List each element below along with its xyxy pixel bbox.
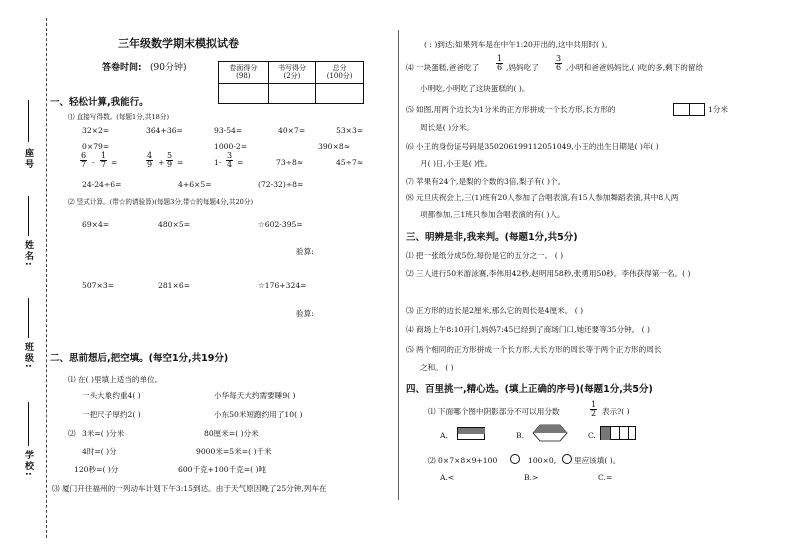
s4-q2-part-c: 里应该填( )。 — [574, 456, 621, 465]
q5-line2: 周长是( )分米。 — [420, 123, 474, 132]
fraction-four-ninths: $\frac{4}{9}$ — [147, 151, 153, 169]
conversion-item: 120秒=( )分 — [74, 465, 119, 474]
fraction-five-ninths: $\frac{5}{9}$ — [167, 151, 173, 169]
q5-text: ⑸ 如图,用两个边长为1分米的正方形拼成一个长方形,长方形的 — [406, 105, 616, 114]
fraction-one-seventh: $\frac{1}{7}$ — [101, 151, 107, 169]
option-c-divider — [610, 427, 611, 440]
option-a-label: A. — [440, 431, 448, 440]
calc-item: (72-32)÷8= — [258, 180, 304, 189]
calc-item: 0×79= — [82, 142, 110, 151]
s4-q1-part-b: 表示?( ) — [602, 407, 630, 416]
true-false-item: ⑷ 商场上午8:10开门,妈妈7:45已经到了商场门口,她还要等35分钟。 ( ) — [406, 325, 651, 334]
q4-part-b: ,妈妈吃了 — [506, 63, 539, 72]
unit-blank-item: 一把尺子厚约2( ) — [82, 410, 141, 419]
section1-q2-heading: ⑵ 竖式计算。(带☆的请验算)(每题3分,带☆的每题4分,共20分) — [68, 198, 254, 206]
margin-name-label: 姓名: — [23, 240, 33, 268]
choice-option: A.< — [440, 473, 455, 482]
score-table — [218, 61, 364, 104]
section2-heading: 二、思前想后,把空填。(每空1分,共19分) — [50, 353, 229, 364]
score-header-paper: 卷面得分 (98) — [219, 62, 269, 84]
option-b-trapezoid-shape[interactable] — [532, 424, 568, 442]
q7-text: ⑺ 苹果有24个,是梨的个数的3倍,梨子有( )个。 — [406, 177, 566, 186]
equals-sign: = — [111, 158, 118, 167]
section2-q2-label: ⑵ — [68, 429, 76, 438]
section1-q1-heading: ⑴ 直接写得数。(每题1分,共18分) — [68, 113, 170, 121]
verify-label: 验算: — [296, 309, 314, 318]
vertical-calc-item: 281×6= — [158, 281, 191, 290]
option-c-shaded-part — [601, 427, 610, 440]
conversion-item: 80厘米=( )分米 — [204, 429, 259, 438]
option-c-label: C. — [588, 431, 596, 440]
conversion-item: 4时=( )分 — [82, 447, 117, 456]
fraction-one-half: $\frac{1}{2}$ — [591, 400, 597, 418]
equals-sign: = — [237, 158, 244, 167]
option-b-label: B. — [516, 431, 524, 440]
square-divider — [689, 104, 690, 116]
vertical-calc-item: ☆602-395= — [258, 220, 303, 229]
binding-dashed-line — [46, 18, 47, 538]
option-c-divider — [628, 427, 629, 440]
verify-label: 验算: — [296, 247, 314, 256]
section1-heading: 一、轻松计算,我能行。 — [50, 97, 149, 108]
score-cell-paper[interactable] — [219, 84, 269, 104]
fraction-three-quarters: $\frac{3}{4}$ — [227, 151, 233, 169]
option-c-divider — [619, 427, 620, 440]
q6-text: ⑹ 小王的身份证号码是350206199112051049,小王的出生日期是( )年( ) — [406, 142, 659, 151]
q3-continuation: ( : )到达;如果列车是在中午1:20开出的,这中共用时( )。 — [424, 40, 612, 49]
score-header-total: 总分 (100分) — [316, 62, 364, 84]
time-label: 答卷时间: — [102, 63, 142, 73]
vertical-calc-item: 507×3= — [82, 281, 115, 290]
fraction-six-sevenths: $\frac{6}{7}$ — [81, 151, 87, 169]
margin-school-label: 学校: — [23, 450, 33, 478]
unit-blank-item: 小东50米短跑约用了10( ) — [214, 410, 303, 419]
choice-option: C.= — [598, 473, 613, 482]
score-header-writing: 书写得分 (2分) — [268, 62, 316, 84]
calc-item: 40×7= — [278, 126, 306, 135]
q4-part-c: ,小明和爸爸妈妈比,( )吃的多,剩下的留给 — [566, 63, 704, 72]
column-divider — [398, 30, 399, 500]
option-c-shape[interactable] — [600, 426, 636, 440]
margin-class-label: 班级: — [23, 342, 33, 370]
vertical-calc-item: 480×5= — [158, 220, 191, 229]
calc-item: 4+6×5= — [178, 180, 212, 189]
q6-line2: 月( )日,小王是( )性。 — [420, 159, 493, 168]
exam-title: 三年级数学期末模拟试卷 — [118, 37, 239, 50]
plus-sign: + — [158, 158, 165, 167]
calc-item: 364+36= — [146, 126, 183, 135]
true-false-item: ⑴ 把一张纸分成5份,每份是它的五分之一。 ( ) — [406, 251, 564, 260]
conversion-item: 3米=( )分米 — [82, 429, 125, 438]
q8-line2: 项都参加,三1班只参加合唱表演的有( )人。 — [420, 210, 565, 219]
equals-sign: = — [177, 158, 184, 167]
calc-item: 53×3= — [336, 126, 364, 135]
calc-item: 73÷8≈ — [276, 158, 304, 167]
two-squares-rectangle — [673, 103, 705, 116]
choice-option: B.> — [524, 473, 539, 482]
minus-sign: - — [92, 158, 95, 167]
circle-blank[interactable] — [510, 454, 520, 464]
margin-school-line — [28, 402, 29, 446]
circle-blank[interactable] — [562, 454, 572, 464]
calc-item: 93-54= — [214, 126, 243, 135]
calc-item: 32×2= — [82, 126, 110, 135]
true-false-item: ⑸ 两个相同的正方形拼成一个长方形,大长方形的周长等于两个正方形的周长 — [406, 345, 662, 354]
true-false-item: ⑵ 三人进行50米游泳赛,李伟用42秒,赵明用58秒,张勇用50秒。李伟获得第一名。( ) — [406, 269, 691, 278]
vertical-calc-item: ☆176+324= — [258, 281, 307, 290]
calc-item: 24-24÷6= — [82, 180, 122, 189]
true-false-item: ⑶ 正方形的边长是2厘米,那么它的周长是4厘米。 ( ) — [406, 306, 584, 315]
vertical-calc-item: 69×4= — [82, 220, 110, 229]
fraction-one-sixth: $\frac{1}{6}$ — [497, 54, 503, 72]
section2-q1: ⑴ 在( )里填上适当的单位。 — [68, 375, 163, 384]
one-minus: 1- — [214, 158, 222, 167]
unit-blank-item: 小华每天大约需要睡9( ) — [214, 391, 296, 400]
margin-class-line — [28, 298, 29, 338]
q4-line2: 小明吃,小明吃了这块蛋糕的( )。 — [420, 84, 530, 93]
margin-seat-number-line — [28, 100, 29, 142]
s4-q2-part-b: 100×0, — [528, 456, 557, 465]
score-cell-writing[interactable] — [268, 84, 316, 104]
margin-seat-number-label: 座号 — [23, 148, 33, 170]
score-cell-total[interactable] — [316, 84, 364, 104]
section4-heading: 四、百里挑一,精心选。(填上正确的序号)(每题1分,共5分) — [406, 384, 653, 395]
option-a-shaded-half — [458, 428, 485, 434]
s4-q1-part-a: ⑴ 下面哪个图中阴影部分不可以用分数 — [428, 407, 560, 416]
q8-text: ⑻ 元旦庆祝会上,三(1)班有20人参加了合唱表演,有15人参加舞蹈表演,其中8人两 — [406, 193, 679, 202]
conversion-item: 9000米=5米=( )千米 — [196, 447, 272, 456]
q5-unit-label: 1分米 — [708, 105, 729, 114]
margin-name-line — [28, 196, 29, 236]
trapezoid-shaded-part — [533, 425, 567, 433]
q4-part-a: ⑷ 一块蛋糕,爸爸吃了 — [406, 63, 480, 72]
conversion-item: 600千克+100千克=( )吨 — [178, 465, 267, 474]
calc-item: 1000-2= — [214, 142, 248, 151]
section3-heading: 三、明辨是非,我来判。(每题1分,共5分) — [406, 232, 578, 243]
s4-q2-part-a: ⑵ 0×7×8×9+100 — [428, 456, 498, 465]
calc-item: 390×8≈ — [318, 142, 351, 151]
section2-q3: ⑶ 厦门开往福州的一列动车计划下午3:15到达。由于天气原因晚了25分钟,列车在 — [52, 484, 327, 493]
calc-item: 45÷7≈ — [336, 158, 364, 167]
unit-blank-item: 一头大象约重4( ) — [82, 391, 141, 400]
true-false-item-tail: 之和。 ( ) — [420, 363, 454, 372]
time-value: (90分钟) — [150, 63, 187, 73]
fraction-three-sixths: $\frac{3}{6}$ — [556, 54, 562, 72]
option-a-shape[interactable] — [457, 427, 485, 440]
